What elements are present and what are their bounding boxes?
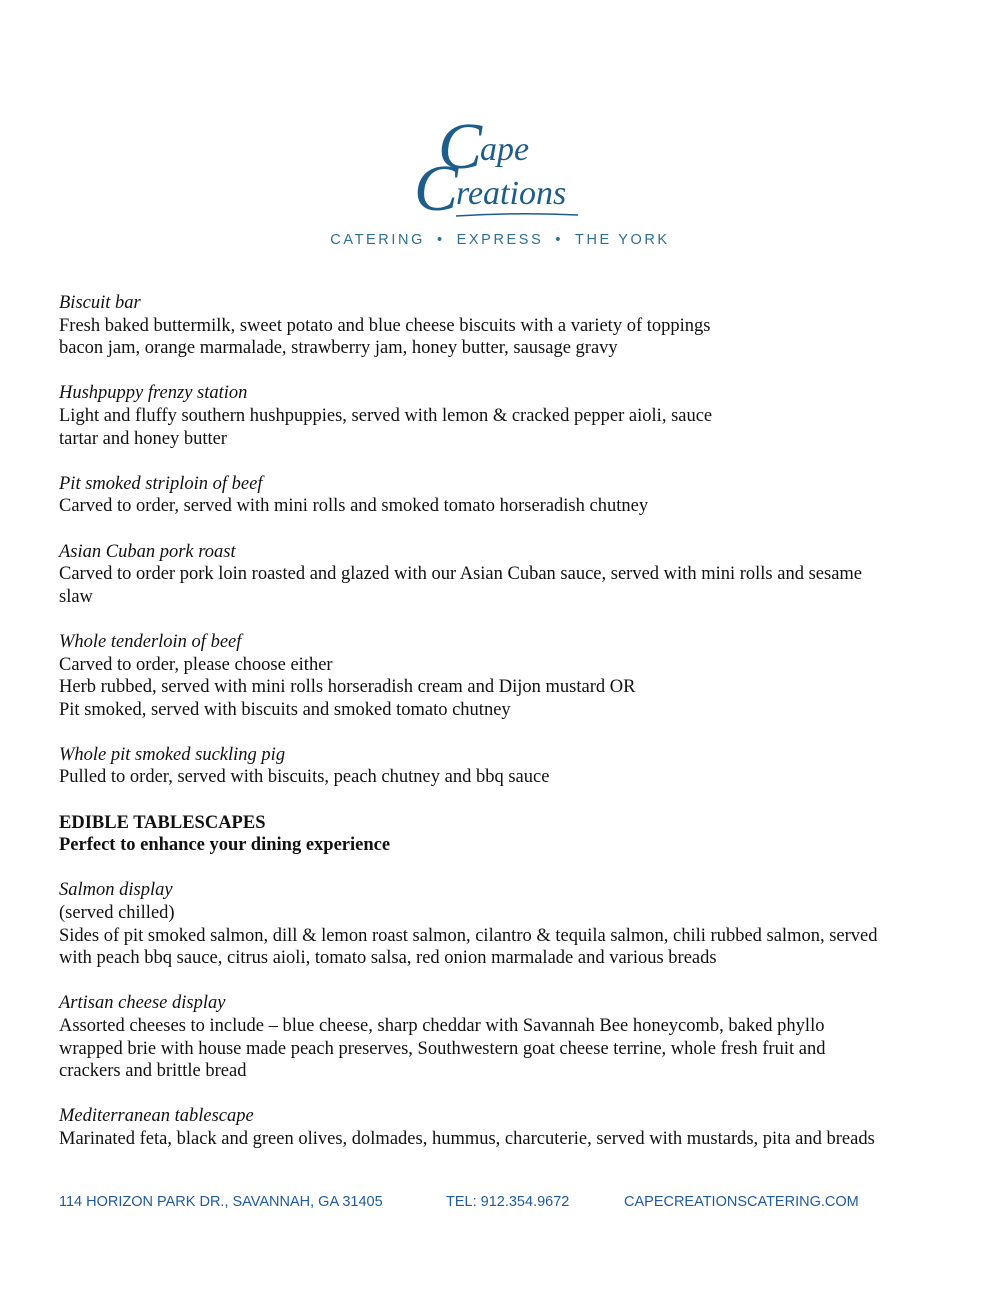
menu-item-description: bacon jam, orange marmalade, strawberry jam, honey butter, sausage gravy xyxy=(59,338,618,359)
logo-initial-c2: C xyxy=(414,152,459,224)
menu-item-description: Herb rubbed, served with mini rolls horseradish cream and Dijon mustard OR xyxy=(59,677,636,698)
menu-item-title: Artisan cheese display xyxy=(59,993,226,1014)
menu-item-description: with peach bbq sauce, citrus aioli, tomato salsa, red onion marmalade and various breads xyxy=(59,948,717,969)
menu-item-title: Asian Cuban pork roast xyxy=(59,541,236,562)
menu-item-description: crackers and brittle bread xyxy=(59,1061,247,1082)
menu-item xyxy=(59,631,939,721)
menu-item-title: Whole pit smoked suckling pig xyxy=(59,744,286,765)
brand-logo xyxy=(0,112,1000,224)
logo-line1: ape xyxy=(480,131,530,168)
menu-item-title: Hushpuppy frenzy station xyxy=(59,383,248,404)
logo-underline xyxy=(456,214,578,216)
menu-item-description: Carved to order, served with mini rolls and smoked tomato horseradish chutney xyxy=(59,496,649,517)
menu-item-description: Carved to order pork loin roasted and glazed with our Asian Cuban sauce, served with mini rolls and sesame xyxy=(59,564,863,585)
logo-line2: reations xyxy=(456,175,567,212)
menu-item xyxy=(59,744,939,789)
menu-item-description: Assorted cheeses to include – blue cheese, sharp cheddar with Savannah Bee honeycomb, baked phyllo xyxy=(59,1016,825,1036)
tagline-separator: • xyxy=(555,232,564,248)
menu-sections-tablescapes xyxy=(59,879,939,1150)
menu-item xyxy=(59,541,939,609)
menu-item-description: Sides of pit smoked salmon, dill & lemon roast salmon, cilantro & tequila salmon, chili rubbed salmon, served xyxy=(59,925,878,946)
menu-item-title: Salmon display xyxy=(59,880,173,901)
menu-item xyxy=(59,292,939,360)
menu-item-title: Whole tenderloin of beef xyxy=(59,631,242,652)
menu-item-title: Mediterranean tablescape xyxy=(59,1106,254,1127)
menu-item-description: Light and fluffy southern hushpuppies, served with lemon & cracked pepper aioli, sauce xyxy=(59,405,713,426)
menu-item xyxy=(59,1105,939,1150)
menu-item-description: wrapped brie with house made peach preserves, Southwestern goat cheese terrine, whole fresh fruit and xyxy=(59,1038,826,1059)
brand-tagline xyxy=(0,232,1000,248)
menu-item-title: Biscuit bar xyxy=(59,293,141,313)
menu-item-description: Fresh baked buttermilk, sweet potato and blue cheese biscuits with a variety of toppings xyxy=(59,315,711,336)
tagline-separator: • xyxy=(436,232,445,248)
section-subheading: Perfect to enhance your dining experience xyxy=(59,835,391,856)
menu-item xyxy=(59,992,939,1082)
menu-item-description: Pit smoked, served with biscuits and smoked tomato chutney xyxy=(59,699,511,720)
footer-website[interactable]: CAPECREATIONSCATERING.COM xyxy=(624,1194,859,1210)
footer-phone: TEL: 912.354.9672 xyxy=(446,1194,570,1210)
menu-item xyxy=(59,473,939,518)
menu-item xyxy=(59,382,939,450)
menu-content xyxy=(59,292,939,1173)
menu-item-description: Carved to order, please choose either xyxy=(59,654,333,675)
menu-item xyxy=(59,879,939,969)
tagline-express: EXPRESS xyxy=(456,232,544,248)
section-heading: EDIBLE TABLESCAPES xyxy=(59,812,266,833)
menu-item-description: Pulled to order, served with biscuits, peach chutney and bbq sauce xyxy=(59,767,550,788)
menu-sections-stations xyxy=(59,292,939,789)
edible-tablescapes-header xyxy=(59,812,939,857)
menu-item-title: Pit smoked striploin of beef xyxy=(59,473,263,494)
menu-item-description: Marinated feta, black and green olives, dolmades, hummus, charcuterie, served with mustards, pita and breads xyxy=(59,1128,875,1149)
footer-address: 114 HORIZON PARK DR., SAVANNAH, GA 31405 xyxy=(59,1194,383,1210)
menu-item-description: tartar and honey butter xyxy=(59,428,227,449)
tagline-catering: CATERING xyxy=(330,232,425,248)
cape-creations-logo xyxy=(400,112,600,224)
menu-item-description: slaw xyxy=(59,586,93,607)
logo-initial-c1: C xyxy=(438,112,483,183)
tagline-the-york: THE YORK xyxy=(575,232,670,248)
menu-item-description: (served chilled) xyxy=(59,903,175,924)
